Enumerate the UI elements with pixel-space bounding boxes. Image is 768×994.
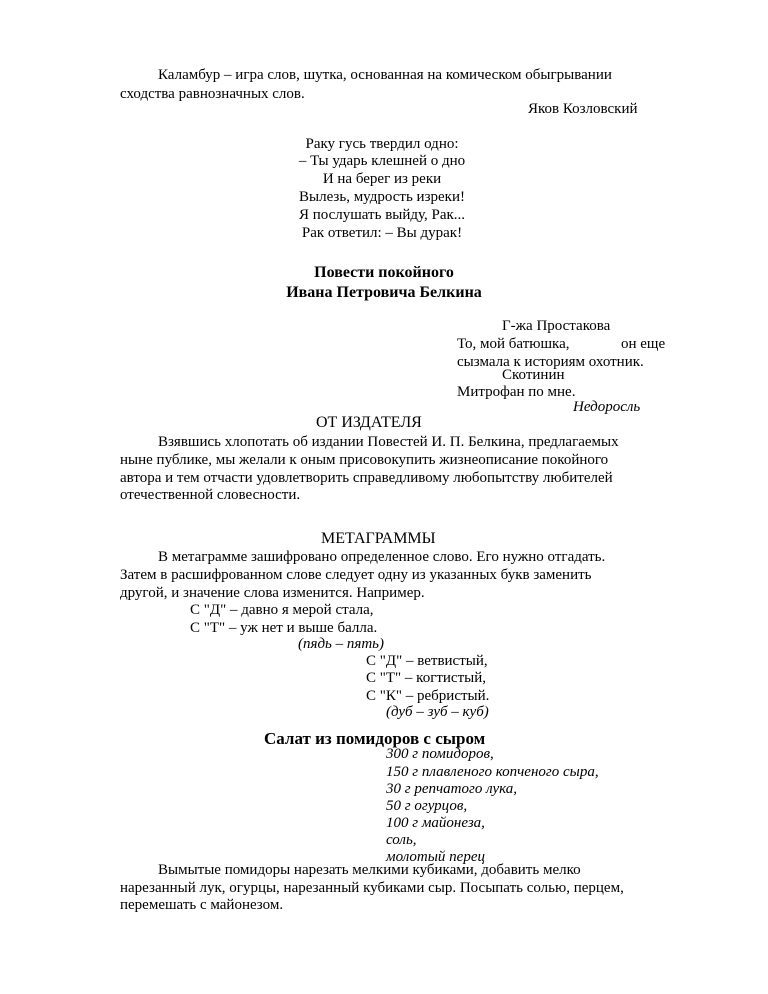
metagram-example-line: С "Д" – давно я мерой стала, <box>190 602 374 618</box>
recipe-ingredient: 50 г огурцов, <box>386 798 468 814</box>
metagram-puzzle-answer: (дуб – зуб – куб) <box>386 704 489 720</box>
publisher-text-line: отечественной словесности. <box>120 487 301 503</box>
epigraph-line-2: сызмала к историям охотник. <box>457 354 644 370</box>
metagram-puzzle-line: С "Д" – ветвистый, <box>366 653 488 669</box>
poem-line: И на берег из реки <box>322 171 442 187</box>
recipe-title: Салат из помидоров с сыром <box>264 729 486 748</box>
epigraph-line-3: Митрофан по мне. <box>457 384 576 400</box>
publisher-heading: ОТ ИЗДАТЕЛЯ <box>316 414 422 431</box>
metagram-example-line: С "Т" – уж нет и выше балла. <box>190 620 378 636</box>
recipe-ingredient: 30 г репчатого лука, <box>386 781 517 797</box>
poem-line: Вылезь, мудрость изреки! <box>299 189 465 205</box>
pun-author: Яков Козловский <box>528 101 638 117</box>
recipe-method-line: перемешать с майонезом. <box>120 897 284 913</box>
recipe-ingredient: 300 г помидоров, <box>386 746 494 762</box>
recipe-ingredient: 100 г майонеза, <box>386 815 485 831</box>
metagrams-intro-line: другой, и значение слова изменится. Например. <box>120 585 425 601</box>
recipe-ingredient: молотый перец <box>386 849 485 865</box>
metagram-example-answer: (пядь – пять) <box>298 636 385 652</box>
epigraph-line-1b: он еще <box>621 336 666 352</box>
recipe-ingredient: соль, <box>386 832 417 848</box>
epigraph-speaker-2: Скотинин <box>502 367 565 383</box>
epigraph-speaker-1: Г-жа Простакова <box>502 318 611 334</box>
publisher-text-line: Взявшись хлопотать об издании Повестей И. П. Белкина, предлагаемых <box>158 434 619 450</box>
poem-line: Рак ответил: – Вы дурак! <box>301 225 463 241</box>
metagrams-heading: МЕТАГРАММЫ <box>321 530 436 547</box>
belkin-title-line-1: Повести покойного <box>314 264 454 281</box>
poem-line: Я послушать выйду, Рак... <box>298 207 466 223</box>
metagrams-intro-line: В метаграмме зашифровано определенное слово. Его нужно отгадать. <box>158 549 606 565</box>
pun-definition-line-1: Каламбур – игра слов, шутка, основанная на комическом обыгрывании <box>158 67 612 83</box>
recipe-ingredient: 150 г плавленого копченого сыра, <box>386 764 599 780</box>
recipe-method-line: нарезанный лук, огурцы, нарезанный кубиками сыр. Посыпать солью, перцем, <box>120 880 624 896</box>
poem-line: Раку гусь твердил одно: <box>305 136 459 152</box>
epigraph-source: Недоросль <box>573 399 641 415</box>
metagrams-intro-line: Затем в расшифрованном слове следует одну из указанных букв заменить <box>120 567 592 583</box>
metagram-puzzle-line: С "К" – ребристый. <box>366 688 490 704</box>
publisher-text-line: ныне публике, мы желали к оным присовокупить жизнеописание покойного <box>120 452 609 468</box>
recipe-method-line: Вымытые помидоры нарезать мелкими кубиками, добавить мелко <box>158 862 581 878</box>
pun-definition-line-2: сходства равнозначных слов. <box>120 86 305 102</box>
belkin-title-line-2: Ивана Петровича Белкина <box>286 284 482 301</box>
poem-line: – Ты ударь клешней о дно <box>298 153 466 169</box>
publisher-text-line: автора и тем отчасти удовлетворить справедливому любопытству любителей <box>120 470 613 486</box>
epigraph-line-1a: То, мой батюшка, <box>457 336 570 352</box>
metagram-puzzle-line: С "Т" – когтистый, <box>366 670 486 686</box>
